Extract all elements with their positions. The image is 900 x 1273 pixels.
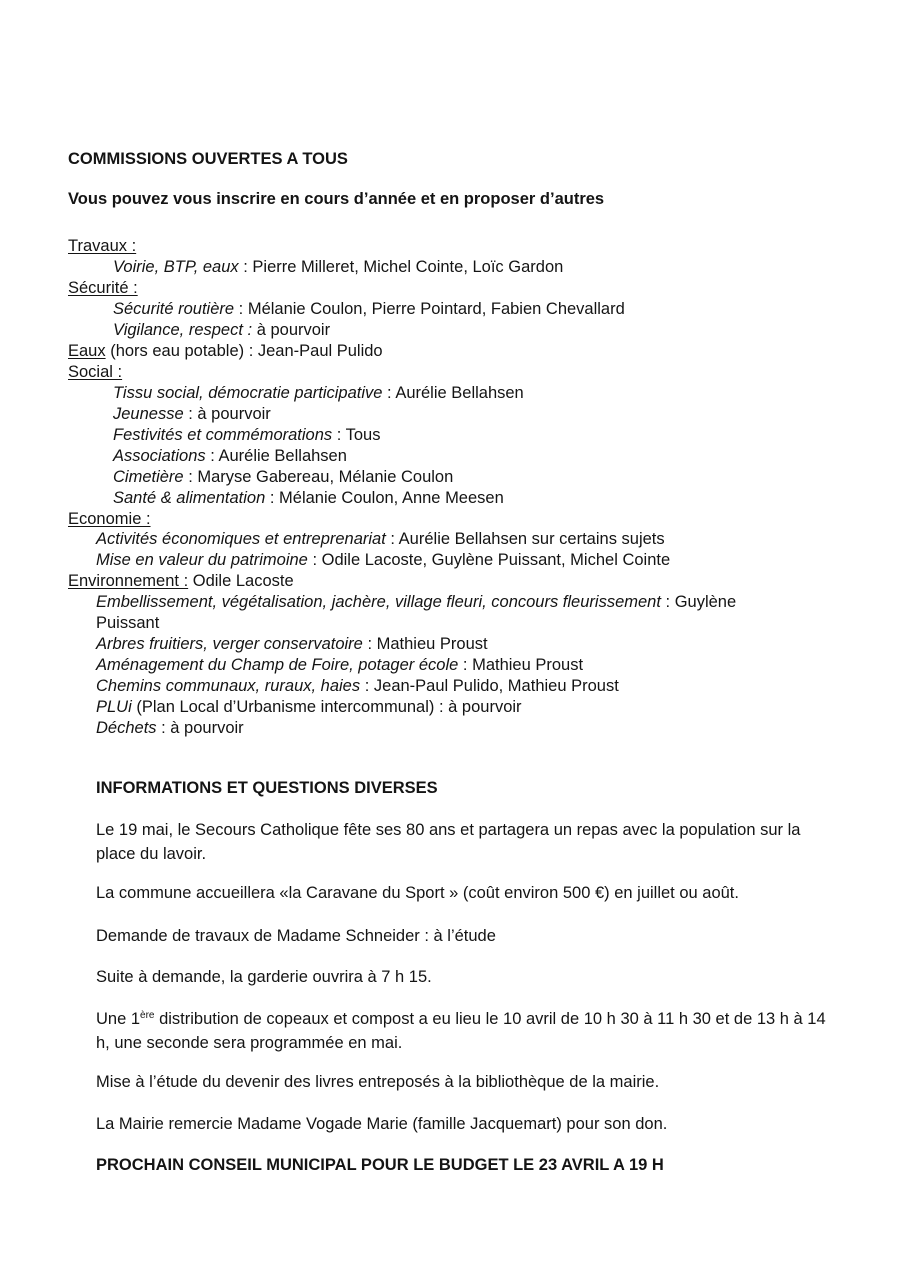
section-eaux: Eaux (hors eau potable) : Jean-Paul Pulido: [68, 342, 383, 360]
commission-line: Sécurité routière : Mélanie Coulon, Pierre Pointard, Fabien Chevallard: [113, 300, 625, 318]
commission-line: Cimetière : Maryse Gabereau, Mélanie Coulon: [113, 468, 454, 486]
info-paragraph: Demande de travaux de Madame Schneider : à l’étude: [96, 927, 496, 945]
commission-line: Déchets : à pourvoir: [96, 719, 244, 737]
commission-line: Associations : Aurélie Bellahsen: [113, 447, 347, 465]
commission-line: Embellissement, végétalisation, jachère, village fleuri, concours fleurissement : Guylène: [96, 593, 737, 611]
info-paragraph: Suite à demande, la garderie ouvrira à 7 h 15.: [96, 968, 432, 986]
commission-line: Arbres fruitiers, verger conservatoire : Mathieu Proust: [96, 635, 488, 653]
commissions-subtitle: Vous pouvez vous inscrire en cours d’année et en proposer d’autres: [68, 190, 605, 208]
commission-line: Santé & alimentation : Mélanie Coulon, Anne Meesen: [113, 489, 504, 507]
section-environnement: Environnement : Odile Lacoste: [68, 572, 294, 590]
commission-line: Vigilance, respect : à pourvoir: [113, 321, 331, 339]
section-economie-heading: Economie :: [68, 510, 151, 528]
commission-line: PLUi (Plan Local d’Urbanisme intercommunal) : à pourvoir: [96, 698, 522, 716]
commission-line: Chemins communaux, ruraux, haies : Jean-Paul Pulido, Mathieu Proust: [96, 677, 619, 695]
commission-line: Voirie, BTP, eaux : Pierre Milleret, Michel Cointe, Loïc Gardon: [113, 258, 564, 276]
commissions-title: COMMISSIONS OUVERTES A TOUS: [68, 150, 348, 168]
section-travaux-heading: Travaux :: [68, 237, 137, 255]
info-paragraph: Le 19 mai, le Secours Catholique fête ses 80 ans et partagera un repas avec la population sur la place du lavoir.: [96, 821, 801, 863]
infos-title: INFORMATIONS ET QUESTIONS DIVERSES: [96, 779, 438, 797]
info-paragraph: Mise à l’étude du devenir des livres entreposés à la bibliothèque de la mairie.: [96, 1073, 660, 1091]
commission-line: Festivités et commémorations : Tous: [113, 426, 381, 444]
section-securite-heading: Sécurité :: [68, 279, 138, 297]
info-paragraph: La commune accueillera «la Caravane du Sport » (coût environ 500 €) en juillet ou août.: [96, 884, 739, 902]
info-paragraph: Une 1ère distribution de copeaux et compost a eu lieu le 10 avril de 10 h 30 à 11 h 30 et de 13 h à 14 h, une seconde sera programmée en mai.: [96, 1010, 826, 1052]
info-paragraph: La Mairie remercie Madame Vogade Marie (famille Jacquemart) pour son don.: [96, 1115, 668, 1133]
section-social-heading: Social :: [68, 363, 123, 381]
commission-line: Tissu social, démocratie participative : Aurélie Bellahsen: [113, 384, 524, 402]
commission-line: Jeunesse : à pourvoir: [113, 405, 271, 423]
commission-line: Activités économiques et entreprenariat : Aurélie Bellahsen sur certains sujets: [96, 530, 665, 548]
next-council-notice: PROCHAIN CONSEIL MUNICIPAL POUR LE BUDGET LE 23 AVRIL A 19 H: [96, 1156, 664, 1174]
commission-line: Mise en valeur du patrimoine : Odile Lacoste, Guylène Puissant, Michel Cointe: [96, 551, 671, 569]
commission-line: Aménagement du Champ de Foire, potager école : Mathieu Proust: [96, 656, 584, 674]
commission-line-continued: Puissant: [96, 614, 160, 632]
